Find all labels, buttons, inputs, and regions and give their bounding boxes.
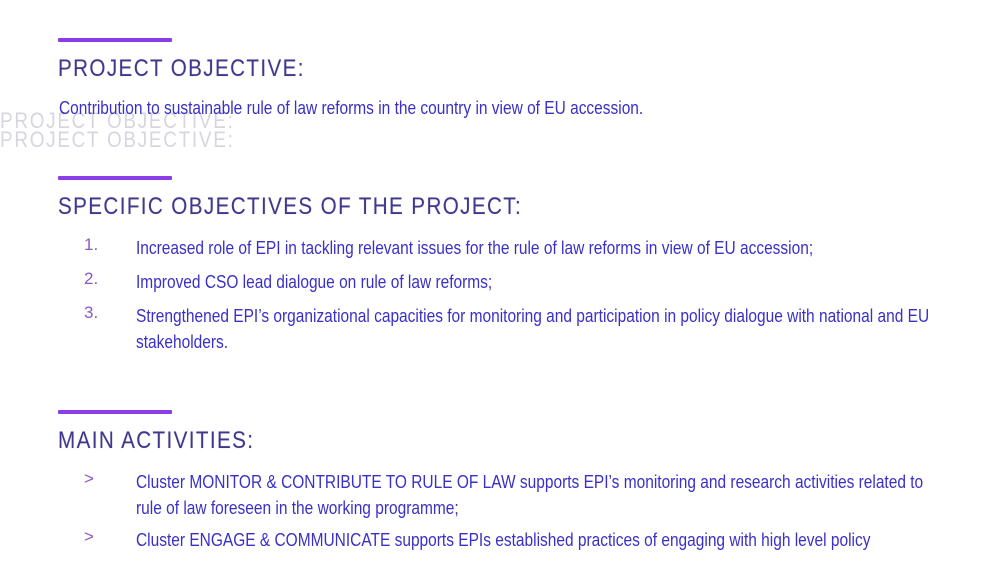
ghost-heading-artifact: PROJECT OBJECTIVE: <box>0 127 235 152</box>
accent-bar <box>58 176 172 180</box>
list-item-text: Increased role of EPI in tackling relevant issues for the rule of law reforms in view of EU accession; <box>136 238 814 258</box>
accent-bar <box>58 38 172 42</box>
section-heading: SPECIFIC OBJECTIVES OF THE PROJECT: <box>58 193 523 220</box>
project-objective-text: Contribution to sustainable rule of law reforms in the country in view of EU accession. <box>59 98 644 118</box>
accent-bar <box>58 410 172 414</box>
chevron-right-icon: > <box>84 527 94 546</box>
list-item <box>84 269 1000 303</box>
specific-objectives-list <box>84 235 1000 355</box>
project-objective-section <box>58 38 345 83</box>
specific-objectives-section <box>58 176 598 221</box>
section-heading: PROJECT OBJECTIVE: <box>58 55 305 82</box>
main-activities-section <box>58 410 286 455</box>
list-item <box>84 303 1000 355</box>
list-number: 2. <box>84 269 99 288</box>
list-item-text: Cluster MONITOR & CONTRIBUTE TO RULE OF LAW supports EPI’s monitoring and research activities related to rule of law foreseen in the working programme; <box>136 472 924 518</box>
list-number: 3. <box>84 303 99 322</box>
ghost-heading-artifact: PROJECT OBJECTIVE: <box>0 108 235 133</box>
list-item <box>84 469 1000 527</box>
list-item-text: Cluster ENGAGE & COMMUNICATE supports EPIs established practices of engaging with high level policy <box>136 530 871 550</box>
list-item <box>84 527 1000 553</box>
chevron-right-icon: > <box>84 469 94 488</box>
section-heading: MAIN ACTIVITIES: <box>58 427 255 454</box>
list-item-text: Improved CSO lead dialogue on rule of law reforms; <box>136 272 493 292</box>
list-item-text: Strengthened EPI’s organizational capacities for monitoring and participation in policy dialogue with national and EU stakeholders. <box>136 306 930 352</box>
list-number: 1. <box>84 235 99 254</box>
list-item <box>84 235 1000 269</box>
main-activities-list <box>84 469 1000 553</box>
